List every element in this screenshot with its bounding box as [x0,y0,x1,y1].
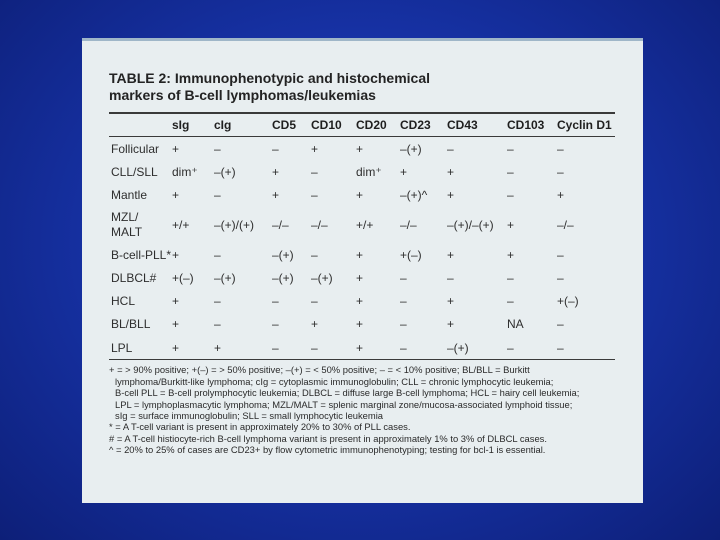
table-cell: – [214,317,221,332]
table-cell: – [557,247,564,262]
table-cell: HCL [111,294,136,309]
table-cell: NA [507,317,524,332]
header-cell: cIg [212,113,270,137]
table-cell: + [356,188,364,203]
footnote-line: * = A T-cell variant is present in approximately 20% to 30% of PLL cases. [109,421,411,433]
table-row [109,313,615,336]
footnote-line: sIg = surface immunoglobulin; SLL = small lymphocytic leukemia [115,410,384,421]
table-cell: –(+) [445,336,505,360]
table-cell: –(+) [272,247,294,262]
table-cell: +/+ [356,217,374,232]
table-cell: – [311,188,318,203]
table-cell: – [272,141,279,156]
header-cell: Cyclin D1 [555,113,615,137]
table-cell: + [400,164,408,179]
footnote-line: lymphoma/Burkitt-like lymphoma; cIg = cytoplasmic immunoglobulin; CLL = chronic lymphocytic leukemia; [115,375,554,387]
table-cell: – [447,141,454,156]
table-cell: – [272,317,279,332]
table-cell: + [272,188,280,203]
table-cell: –/– [272,217,289,232]
marker-table [109,112,615,360]
header-cell: CD20 [354,113,398,137]
header-cell [109,113,170,137]
table-cell: MZL/ MALT [111,209,143,239]
table-cell: + [172,141,180,156]
table-cell: – [311,294,318,309]
table-row [109,160,615,183]
table-cell: dim⁺ [172,164,198,179]
table-cell: –(+)/(+) [214,217,255,232]
table-cell: + [356,247,364,262]
table-footnotes [109,364,624,455]
table-cell: + [354,336,398,360]
table-row [109,207,615,243]
table-row [109,137,615,161]
table-cell: + [172,188,180,203]
footnote-line: + = > 90% positive; +(–) = > 50% positive; –(+) = < 50% positive; – = < 10% positive; BL/BLL = Burkitt [109,364,530,376]
table-cell: + [356,294,364,309]
table-cell: – [507,188,514,203]
footnote-line: LPL = lymphoplasmacytic lymphoma; MZL/MALT = splenic marginal zone/mucosa-associated lymphoid tissue; [115,398,573,410]
table-cell: – [214,141,221,156]
header-cell: CD5 [270,113,309,137]
table-row [109,266,615,289]
table-cell: + [447,294,455,309]
header-cell: CD23 [398,113,445,137]
table-cell: – [400,317,407,332]
table-cell: –(+) [400,141,422,156]
table-cell: Mantle [111,188,148,203]
table-row [109,243,615,266]
table-cell: – [447,270,454,285]
table-cell: – [507,270,514,285]
table-cell: LPL [109,336,170,360]
table-cell: – [214,247,221,262]
table-cell: + [447,317,455,332]
footnote-line: ^ = 20% to 25% of cases are CD23+ by flow cytometric immunophenotyping; testing for bcl-1 is essential. [109,444,546,456]
table-cell: + [356,270,364,285]
table-cell: +(–) [400,247,422,262]
table-cell: DLBCL# [111,270,157,285]
table-cell: – [507,164,514,179]
table-cell: – [311,164,318,179]
table-cell: –(+) [214,164,236,179]
table-cell: + [447,247,455,262]
table-cell: –/– [311,217,328,232]
table-card [82,38,643,503]
header-cell: CD10 [309,113,354,137]
table-cell: + [557,188,565,203]
table-cell: B-cell-PLL* [111,247,172,262]
table-cell: CLL/SLL [111,164,158,179]
table-cell: – [557,141,564,156]
table-cell: + [170,336,212,360]
footnote-line: B-cell PLL = B-cell prolymphocytic leukemia; DLBCL = diffuse large B-cell lymphoma; HCL = hairy cell leukemia; [115,387,580,399]
table-cell: + [447,188,455,203]
table-cell: –(+) [311,270,333,285]
table-row [109,289,615,312]
table-cell: – [214,188,221,203]
table-cell: –(+) [272,270,294,285]
table-cell: + [172,294,180,309]
table-cell: – [505,336,555,360]
table-cell: + [272,164,280,179]
table-cell: –(+) [214,270,236,285]
table-cell: + [507,217,515,232]
table-cell: +/+ [172,217,190,232]
table-row [109,336,615,360]
header-cell: CD103 [505,113,555,137]
table-cell: – [272,294,279,309]
table-cell: + [172,247,180,262]
table-cell: –(+)^ [400,188,428,203]
table-cell: – [400,270,407,285]
table-cell: – [398,336,445,360]
table-cell: –/– [557,217,574,232]
table-cell: + [507,247,515,262]
table-cell: – [557,270,564,285]
table-cell: + [311,141,319,156]
table-cell: – [400,294,407,309]
table-cell: – [507,141,514,156]
table-cell: dim⁺ [356,164,382,179]
table-cell: – [557,317,564,332]
table-cell: + [356,141,364,156]
table-cell: – [555,336,615,360]
table-cell: + [311,317,319,332]
header-cell: CD43 [445,113,505,137]
table-cell: + [447,164,455,179]
table-cell: –(+)/–(+) [447,217,494,232]
table-cell: – [557,164,564,179]
table-row [109,184,615,207]
table-cell: + [172,317,180,332]
header-row [109,113,615,137]
table-cell: +(–) [172,270,194,285]
table-cell: – [309,336,354,360]
table-cell: – [270,336,309,360]
header-cell: sIg [170,113,212,137]
table-cell: –/– [400,217,417,232]
table-title: TABLE 2: Immunophenotypic and histochemical markers of B-cell lymphomas/leukemias [109,70,430,103]
footnote-line: # = A T-cell histiocyte-rich B-cell lymphoma variant is present in approximately 1% to 3% of DLBCL cases. [109,432,547,444]
table-cell: – [311,247,318,262]
table-cell: +(–) [557,294,579,309]
table-cell: + [212,336,270,360]
table-cell: Follicular [111,141,160,156]
table-cell: – [214,294,221,309]
table-cell: – [507,294,514,309]
table-cell: BL/BLL [111,317,151,332]
table-cell: + [356,317,364,332]
